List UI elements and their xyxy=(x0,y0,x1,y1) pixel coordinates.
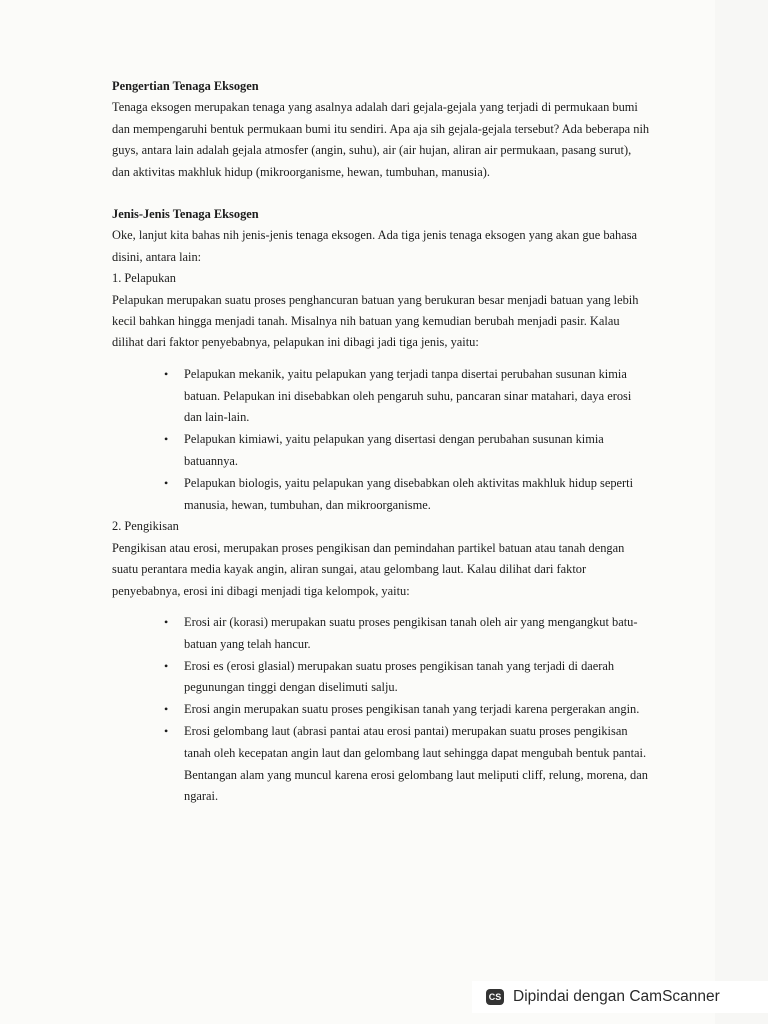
bullet-icon: • xyxy=(164,702,169,717)
list-item: • Pelapukan biologis, yaitu pelapukan yang disebabkan oleh aktivitas makhluk hidup seperti manusia, hewan, tumbuhan, dan mikroorganisme. xyxy=(164,473,652,517)
list-item: • Erosi es (erosi glasial) merupakan suatu proses pengikisan tanah yang terjadi di daerah pegunungan tinggi dengan diselimuti salju. xyxy=(164,656,652,700)
bullet-list-pengikisan xyxy=(112,612,652,808)
list-item: • Erosi angin merupakan suatu proses pengikisan tanah yang terjadi karena pergerakan angin. xyxy=(164,699,652,721)
paragraph-pengertian: Tenaga eksogen merupakan tenaga yang asalnya adalah dari gejala-gejala yang terjadi di permukaan bumi dan mempengaruhi bentuk permukaan bumi itu sendiri. Apa aja sih gejala-gejala tersebut? Ada beberapa nih guys, antara lain adalah gejala atmosfer (angin, suhu), air (air hujan, aliran air permukaan, pasang surut), dan aktivitas makhluk hidup (mikroorganisme, hewan, tumbuhan, manusia). xyxy=(112,100,650,179)
item-title-pelapukan: 1. Pelapukan xyxy=(112,271,177,286)
bullet-icon: • xyxy=(164,615,169,630)
list-item: • Erosi gelombang laut (abrasi pantai atau erosi pantai) merupakan suatu proses pengikisan tanah oleh kecepatan angin laut dan gelombang laut sehingga dapat mengubah bentuk pantai. Bentangan alam yang muncul karena erosi gelombang laut meliputi cliff, relung, morena, dan ngarai. xyxy=(164,721,652,808)
list-item: • Erosi air (korasi) merupakan suatu proses pengikisan tanah oleh air yang mengangkut batu-batuan yang telah hancur. xyxy=(164,612,652,656)
paragraph-intro: Oke, lanjut kita bahas nih jenis-jenis tenaga eksogen. Ada tiga jenis tenaga eksogen yang akan gue bahasa disini, antara lain: xyxy=(112,228,638,264)
paragraph-pelapukan: Pelapukan merupakan suatu proses penghancuran batuan yang berukuran besar menjadi batuan yang lebih kecil bahkan hingga menjadi tanah. Misalnya nih batuan yang kemudian berubah menjadi pasir. Kalau dilihat dari faktor penyebabnya, pelapukan ini dibagi jadi tiga jenis, yaitu: xyxy=(112,292,639,350)
camscanner-watermark xyxy=(472,981,768,1013)
bullet-icon: • xyxy=(164,432,169,447)
bullet-icon: • xyxy=(164,366,169,381)
item-title-pengikisan: 2. Pengikisan xyxy=(112,519,179,534)
document-body xyxy=(112,76,652,808)
section-heading-pengertian: Pengertian Tenaga Eksogen xyxy=(112,79,259,93)
watermark-label: Dipindai dengan CamScanner xyxy=(513,988,720,1005)
bullet-icon: • xyxy=(164,658,169,673)
list-item: • Pelapukan mekanik, yaitu pelapukan yang terjadi tanpa disertai perubahan susunan kimia batuan. Pelapukan ini disebabkan oleh pengaruh suhu, pancaran sinar matahari, daya erosi dan lain-lain. xyxy=(164,364,652,429)
camscanner-logo-icon: CS xyxy=(486,989,504,1005)
section-heading-jenis: Jenis-Jenis Tenaga Eksogen xyxy=(112,207,259,222)
bullet-list-pelapukan xyxy=(112,364,652,517)
spacer xyxy=(112,183,652,204)
bullet-icon: • xyxy=(164,475,169,490)
list-item: • Pelapukan kimiawi, yaitu pelapukan yang disertasi dengan perubahan susunan kimia batuannya. xyxy=(164,429,652,473)
bullet-icon: • xyxy=(164,724,169,739)
paragraph-pengikisan: Pengikisan atau erosi, merupakan proses pengikisan dan pemindahan partikel batuan atau tanah dengan suatu perantara media kayak angin, aliran sungai, atau gelombang laut. Kalau dilihat dari faktor penyebabnya, erosi ini dibagi menjadi tiga kelompok, yaitu: xyxy=(112,540,625,598)
